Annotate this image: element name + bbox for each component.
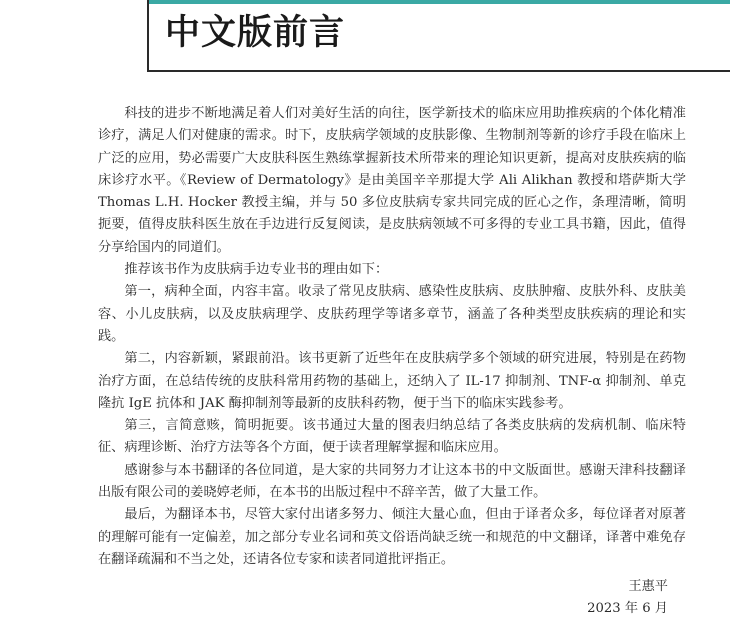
paragraph-reasons-lead: 推荐该书作为皮肤病手边专业书的理由如下： [124, 262, 389, 278]
preface-body [98, 103, 686, 571]
paragraph-reason-3: 第三，言简意赅，简明扼要。该书通过大量的图表归纳总结了各类皮肤病的发病机制、临床特征、病理诊断、治疗方法等各个方面，便于读者理解掌握和临床应用。 [98, 418, 686, 456]
paragraph-intro: 科技的进步不断地满足着人们对美好生活的向往，医学新技术的临床应用助推疾病的个体化精准诊疗，满足人们对健康的需求。时下，皮肤病学领域的皮肤影像、生物制剂等新的诊疗手段在临床上广泛的应用，势必需要广大皮肤科医生熟练掌握新技术所带来的理论知识更新，提高对皮肤疾病的临床诊疗水平。《Review of Dermatology》是由美国辛辛那提大学 Ali Alikhan 教授和塔萨斯大学 Thomas L.H. Hocker 教授主编，并与 50 多位皮肤病专家共同完成的匠心之作，条理清晰，简明扼要，值得皮肤科医生放在手边进行反复阅读，是皮肤病领域不可多得的专业工具书籍，因此，值得分享给国内的同道们。 [98, 106, 686, 255]
paragraph-reason-1: 第一，病种全面，内容丰富。收录了常见皮肤病、感染性皮肤病、皮肤肿瘤、皮肤外科、皮肤美容、小儿皮肤病，以及皮肤病理学、皮肤药理学等诸多章节，涵盖了各种类型皮肤疾病的理论和实践。 [98, 284, 686, 344]
paragraph-reason-2: 第二，内容新颖，紧跟前沿。该书更新了近些年在皮肤病学多个领域的研究进展，特别是在药物治疗方面，在总结传统的皮肤科常用药物的基础上，还纳入了 IL-17 抑制剂、TNF-α 抑制剂、单克隆抗 IgE 抗体和 JAK 酶抑制剂等最新的皮肤科药物，便于当下的临床实践参考。 [98, 351, 686, 411]
signature-block [587, 576, 668, 620]
signature-author: 王惠平 [628, 579, 668, 594]
signature-date: 2023 年 6 月 [587, 601, 668, 616]
paragraph-thanks: 感谢参与本书翻译的各位同道，是大家的共同努力才让这本书的中文版面世。感谢天津科技翻译出版有限公司的姜晓婷老师，在本书的出版过程中不辞辛苦，做了大量工作。 [98, 462, 686, 501]
page-title: 中文版前言 [165, 13, 346, 53]
paragraph-closing: 最后，为翻译本书，尽管大家付出诸多努力、倾注大量心血，但由于译者众多，每位译者对原著的理解可能有一定偏差，加之部分专业名词和英文俗语尚缺乏统一和规范的中文翻译，译著中难免存在翻译疏漏和不当之处，还请各位专家和读者同道批评指正。 [98, 507, 686, 567]
